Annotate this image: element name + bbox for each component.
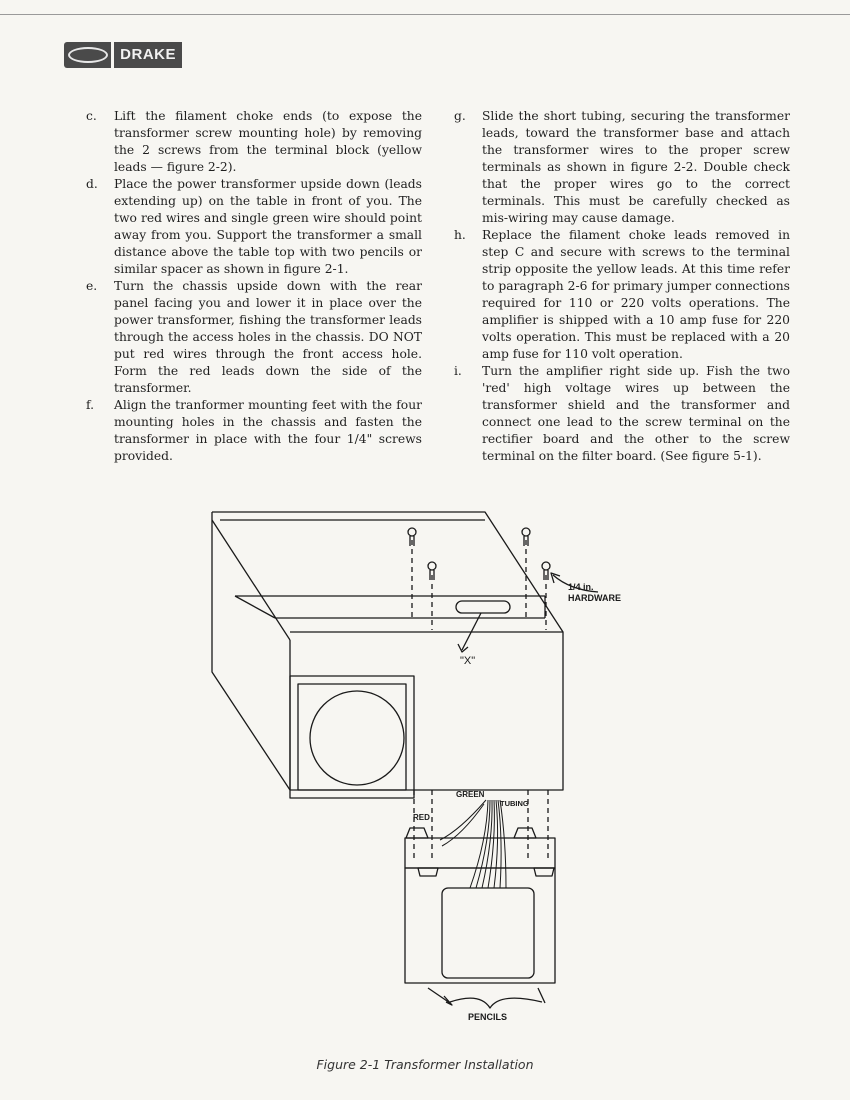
green-wire-label: GREEN <box>456 790 485 799</box>
step-text: Slide the short tubing, securing the transformer leads, toward the transformer base and attach the transformer wires to the proper screw terminals as shown in figure 2-2. Double check that the proper wires go to the correct terminals. This must be carefully checked as mis-wiring may cause damage. <box>482 109 790 225</box>
header-rule <box>0 14 850 15</box>
transformer-leads <box>440 800 506 888</box>
chassis-outline <box>212 512 563 790</box>
hardware-label-line1: 1/4 in. <box>568 582 594 592</box>
step-f <box>86 397 422 465</box>
hardware-label-line2: HARDWARE <box>568 593 621 603</box>
figure-caption: Figure 2-1 Transformer Installation <box>316 1057 534 1072</box>
access-hole-label: "X" <box>460 655 476 667</box>
step-h <box>454 227 790 363</box>
step-text: Turn the amplifier right side up. Fish the two 'red' high voltage wires up between the transformer shield and the transformer and connect one lead to the screw terminal on the rectifier board and the other to the screw terminal on the filter board. (See figure 5-1). <box>482 364 790 463</box>
transformer-body <box>405 868 555 983</box>
access-hole <box>456 601 510 613</box>
step-letter: h. <box>454 228 466 242</box>
step-i <box>454 363 790 465</box>
transformer-installation-figure <box>205 505 645 1035</box>
drake-logo <box>64 42 182 68</box>
transformer-top <box>405 838 555 868</box>
step-letter: f. <box>86 398 95 412</box>
pencils-label: PENCILS <box>468 1012 508 1022</box>
step-letter: d. <box>86 177 98 191</box>
step-e <box>86 278 422 397</box>
right-column <box>454 108 790 465</box>
step-text: Lift the filament choke ends (to expose the transformer screw mounting hole) by removing the 2 screws from the terminal block (yellow leads — figure 2-2). <box>114 109 422 174</box>
red-wire-label: RED <box>413 813 430 822</box>
step-text: Turn the chassis upside down with the rear panel facing you and lower it in place over the power transformer, fishing the transformer leads through the access holes in the chassis. DO NOT put red wires through the front access hole. Form the red leads down the side of the transformer. <box>114 279 422 395</box>
step-text: Place the power transformer upside down (leads extending up) on the table in front of you. The two red wires and single green wire should point away from you. Support the transformer a small distance above the table top with two pencils or similar spacer as shown in figure 2-1. <box>114 177 422 276</box>
pencil-left <box>428 988 450 1003</box>
meter-box <box>290 676 414 798</box>
step-c <box>86 108 422 176</box>
logo-badge-icon <box>64 42 111 68</box>
step-letter: e. <box>86 279 98 293</box>
step-d <box>86 176 422 278</box>
step-g <box>454 108 790 227</box>
left-column <box>86 108 422 465</box>
step-letter: c. <box>86 109 97 123</box>
step-letter: i. <box>454 364 462 378</box>
step-text: Align the tranformer mounting feet with the four mounting holes in the chassis and fasten the transformer in place with the four 1/4" screws provided. <box>114 398 422 463</box>
tubing-label: TUBING <box>500 799 529 808</box>
step-letter: g. <box>454 109 466 123</box>
step-text: Replace the filament choke leads removed in step C and secure with screws to the terminal strip opposite the yellow leads. At this time refer to paragraph 2-6 for primary jumper connections required for 110 or 220 volts operations. The amplifier is shipped with a 10 amp fuse for 220 volts operation. This must be replaced with a 20 amp fuse for 110 volt operation. <box>482 228 790 361</box>
screw-icon <box>408 528 550 580</box>
brand-name: DRAKE <box>111 42 182 68</box>
